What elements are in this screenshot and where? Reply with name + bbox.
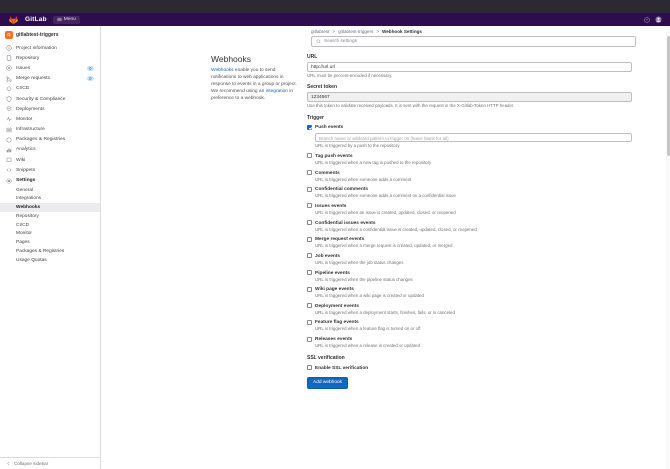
snippet-icon [6,167,12,173]
subnav-item-cicd[interactable]: CI/CD [16,222,30,228]
search-placeholder: Search settings [324,39,358,44]
webhooks-description-text: enable you to send notifications to web applications in response to events in a group or project. We recommend using an [211,68,297,94]
webhooks-panel [101,54,670,389]
subnav-item-integrations[interactable]: Integrations [16,196,42,202]
sidebar-item-issues[interactable] [0,63,100,73]
sidebar-item-settings[interactable] [0,175,100,185]
header-actions [644,13,662,26]
trigger-label: Confidential comments [315,187,369,193]
sidebar-item-monitor[interactable] [0,114,100,124]
rocket-icon [6,86,12,92]
project-avatar: G [5,31,13,39]
url-label: URL [307,54,318,60]
trigger-job-events[interactable] [307,253,632,266]
breadcrumb-separator: > [376,28,379,34]
sidebar-item-label: CI/CD [16,86,30,92]
issues-count-badge: 0 [87,66,94,72]
sidebar-item-label: Packages & Registries [16,137,66,143]
ssl-verification-row[interactable] [307,365,632,371]
page-scrollbar[interactable] [666,26,670,469]
breadcrumb-separator: > [332,28,336,34]
url-help-text: URL must be percent-encoded if necessary. [307,73,393,78]
ssl-section-label: SSL verification [307,355,345,362]
hamburger-icon [57,17,62,22]
trigger-pipeline-events[interactable] [307,270,632,283]
ssl-checkbox-label: Enable SSL verification [315,365,369,371]
secret-token-help-text: Use this token to validate received payloads. It is sent with the request in the X-Gitlab-Token HTTP header. [307,103,515,109]
secret-token-input[interactable]: 1234567 [307,92,632,102]
search-icon [316,39,321,44]
trigger-label: Comments [315,170,340,176]
issues-events-checkbox[interactable] [307,203,312,208]
sidebar-item-label: Settings [16,178,36,184]
trigger-deployment-events[interactable] [307,303,632,316]
trigger-label: Issues events [315,203,347,209]
merge-request-events-checkbox[interactable] [307,237,312,242]
sidebar-item-label: Security & Compliance [16,96,66,102]
search-input[interactable] [311,36,636,47]
subnav-item-pages[interactable]: Pages [16,240,30,246]
help-icon[interactable] [644,17,650,23]
sidebar-item-label: Deployments [16,106,45,112]
feature-flag-events-checkbox[interactable] [307,320,312,325]
trigger-label: Pipeline events [315,270,350,276]
trigger-releases-events[interactable] [307,336,632,349]
sidebar-item-label: Monitor [16,116,33,122]
subnav-item-monitor[interactable]: Monitor [16,231,32,237]
shield-icon [6,96,12,102]
webhooks-description-tail: in preference to a webhook. [211,88,294,101]
trigger-help: URL is triggered when someone adds a comment on a confidential issue [315,193,456,199]
breadcrumb-item-project[interactable]: gitlabtest-triggers [338,28,374,34]
trigger-issues-events[interactable] [307,203,632,216]
main-menu-button[interactable] [53,16,80,24]
scrollbar-thumb[interactable] [667,36,670,156]
sidebar-item-label: Issues [16,65,31,71]
trigger-merge-request-events[interactable] [307,236,632,249]
collapse-sidebar-label: Collapse sidebar [14,461,49,466]
user-avatar[interactable] [655,16,662,23]
deployments-icon [6,106,12,112]
trigger-confidential-issues-events[interactable] [307,220,632,233]
subnav-item-general[interactable]: General [16,187,34,193]
sidebar-item-snippets[interactable] [0,165,100,175]
monitor-icon [6,116,12,122]
sidebar-item-repository[interactable] [0,53,100,63]
sidebar-item-deployments[interactable] [0,104,100,114]
confidential-issues-events-checkbox[interactable] [307,220,312,225]
trigger-tag-push-events[interactable] [307,153,632,166]
trigger-label: Tag push events [315,153,353,159]
merge-request-icon [6,76,12,82]
trigger-label: Merge request events [315,237,365,243]
trigger-label: Confidential issues events [315,220,376,226]
trigger-help: URL is triggered when an issue is created, updated, closed, or reopened [315,209,456,215]
trigger-help: URL is triggered when a wiki page is created or updated [315,293,424,299]
webhooks-panel-intro [211,54,307,389]
browser-chrome [0,0,670,13]
project-name-label: gitlabtest-triggers [16,32,59,38]
wiki-page-events-checkbox[interactable] [307,287,312,292]
gitlab-brand-label: GitLab [25,16,47,23]
subnav-item-webhooks[interactable]: Webhooks [0,203,100,212]
gear-icon [6,178,12,184]
trigger-label: Wiki page events [315,287,354,293]
page-title: Webhooks [211,54,252,64]
breadcrumb [101,26,670,35]
trigger-help: URL is triggered when a new tag is pushed to the repository [315,159,432,165]
trigger-feature-flag-events[interactable] [307,319,632,332]
add-webhook-button[interactable]: Add webhook [307,377,348,389]
sidebar-item-wiki[interactable] [0,155,100,165]
releases-events-checkbox[interactable] [307,337,312,342]
package-icon [6,137,12,143]
sidebar-project-header[interactable] [0,29,100,42]
secret-token-field-group [307,84,632,109]
sidebar-item-packages-registries[interactable] [0,135,100,145]
trigger-comments[interactable] [307,170,632,183]
merge-requests-count-badge: 0 [87,76,94,82]
job-events-checkbox[interactable] [307,253,312,258]
trigger-help: URL is triggered when someone adds a comment [315,176,412,182]
chart-icon [6,147,12,153]
sidebar-item-merge-requests[interactable] [0,74,100,84]
secret-token-label: Secret token [307,84,338,91]
trigger-label: Push events [315,125,344,131]
webhooks-description [211,68,299,103]
app-shell [0,26,670,469]
trigger-help: URL is triggered when a merge request is created, updated, or merged [315,243,453,249]
enable-ssl-verification-checkbox[interactable] [307,365,312,370]
breadcrumb-item-group[interactable]: gitlabtest [311,28,330,34]
sidebar-item-label: Infrastructure [16,127,45,133]
sidebar-item-security-compliance[interactable] [0,94,100,104]
trigger-help: URL is triggered when a confidential issue is created, updated, closed, or reopened [315,226,477,232]
settings-subnav [0,186,100,267]
breadcrumb-current: Webhook Settings [382,28,422,34]
gitlab-header [0,13,670,26]
sidebar-item-label: Merge requests [16,76,50,82]
svg-text:?: ? [646,17,648,22]
book-icon [6,157,12,163]
sidebar-nav [0,43,100,267]
trigger-label: Job events [315,253,341,259]
pipeline-events-checkbox[interactable] [307,270,312,275]
url-input[interactable]: http://url.url [307,62,632,72]
comments-checkbox[interactable] [307,170,312,175]
content-area [101,26,670,469]
main-menu-label: Menu [63,17,76,22]
trigger-label: Feature flag events [315,320,359,326]
webhook-form [307,54,632,389]
sidebar-item-infrastructure[interactable] [0,125,100,135]
issues-icon [6,65,12,71]
trigger-wiki-page-events[interactable] [307,286,632,299]
sidebar-item-label: Repository [16,55,40,61]
trigger-help: URL is triggered when the job status changes [315,259,404,265]
deployment-events-checkbox[interactable] [307,303,312,308]
push-events-checkbox[interactable] [307,125,312,130]
collapse-sidebar-button[interactable] [0,457,100,469]
chevron-left-icon [6,461,11,466]
sidebar-item-cicd[interactable] [0,84,100,94]
trigger-section-label: Trigger [307,114,324,121]
subnav-item-packages-registries[interactable]: Packages & Registries [16,248,65,254]
gitlab-logo-icon [7,14,19,25]
sidebar-item-label: Wiki [16,157,26,163]
webhooks-doc-link[interactable]: Webhooks [211,68,234,73]
trigger-help: URL is triggered when a release is created or updated [315,343,421,349]
sidebar-item-label: Snippets [16,167,36,173]
info-icon [6,45,12,51]
trigger-confidential-comments[interactable] [307,186,632,199]
tag-push-events-checkbox[interactable] [307,153,312,158]
trigger-help: URL is triggered when a feature flag is turned on or off [315,326,421,332]
trigger-help: URL is triggered when the pipeline status changes [315,276,413,282]
infrastructure-icon [6,127,12,133]
trigger-label: Deployment events [315,303,359,309]
settings-search [311,36,636,47]
sidebar-item-project-information[interactable] [0,43,100,53]
subnav-item-usage-quotas[interactable]: Usage Quotas [16,257,47,263]
sidebar-item-label: Analytics [16,147,36,153]
trigger-help: URL is triggered by a push to the repository [315,143,400,149]
sidebar-item-analytics[interactable] [0,145,100,155]
trigger-label: Releases events [315,337,353,343]
sidebar-item-label: Project information [16,45,57,51]
push-branch-filter-input[interactable]: Branch name or wildcard pattern to trigger on (leave blank for all) [315,133,632,143]
repository-icon [6,55,12,61]
project-sidebar [0,26,101,469]
url-field-group [307,54,632,79]
trigger-help: URL is triggered when a deployment starts, finishes, fails, or is canceled [315,309,455,315]
integration-doc-link[interactable]: integration [265,88,288,94]
confidential-comments-checkbox[interactable] [307,187,312,192]
subnav-item-repository[interactable]: Repository [16,213,39,219]
trigger-push-events[interactable] [307,124,632,149]
